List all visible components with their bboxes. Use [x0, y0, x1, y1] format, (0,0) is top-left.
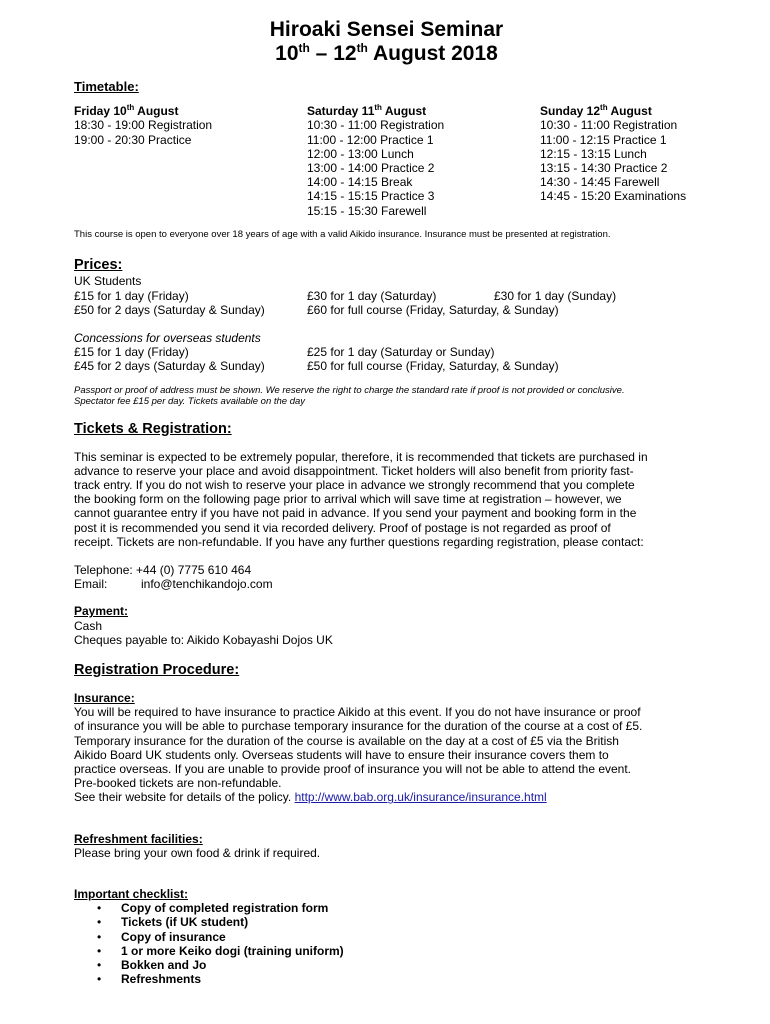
document-title — [74, 18, 699, 66]
paragraph-line: Pre-booked tickets are non-refundable. — [74, 776, 282, 791]
paragraph-line: Temporary insurance for the duration of the course is available on the day at a cost of £5 via the British — [74, 733, 619, 748]
price-cell: £50 for full course (Friday, Saturday, & Sunday) — [307, 359, 559, 374]
insurance-paragraph — [74, 705, 699, 804]
tickets-heading: Tickets & Registration: — [74, 420, 232, 437]
refreshment-text: Please bring your own food & drink if required. — [74, 845, 321, 860]
paragraph-line: Aikido Board UK students only. Overseas students will have to ensure their insurance covers them to — [74, 747, 609, 762]
checklist-item: • 1 or more Keiko dogi (training uniform) — [121, 944, 699, 958]
policy-line — [74, 790, 699, 804]
paragraph-line: receipt. Tickets are non-refundable. If you have any further questions regarding registration, please contact: — [74, 534, 644, 549]
schedule-item: 11:00 - 12:00 Practice 1 — [307, 132, 434, 147]
paragraph-line: the booking form on the following page prior to arrival which will save time at registration – however, we — [74, 492, 622, 507]
document-page — [74, 18, 699, 986]
friday-heading: Friday 10th August — [74, 103, 179, 119]
paragraph-line: post it is recommended you send it via recorded delivery. Proof of postage is not regarded as proof of — [74, 520, 611, 535]
schedule-item: 14:30 - 14:45 Farewell — [540, 175, 660, 190]
email-row — [74, 577, 699, 591]
checklist-heading: Important checklist: — [74, 887, 189, 902]
schedule-item: 11:00 - 12:15 Practice 1 — [540, 132, 667, 147]
title-line-2 — [74, 42, 699, 66]
checklist-item: • Bokken and Jo — [121, 958, 699, 972]
price-cell: £25 for 1 day (Saturday or Sunday) — [307, 345, 495, 360]
paragraph-line: You will be required to have insurance to practice Aikido at this event. If you do not have insurance or proof — [74, 705, 641, 720]
refreshment-heading: Refreshment facilities: — [74, 831, 203, 846]
price-cell: £30 for 1 day (Saturday) — [307, 288, 437, 303]
price-cell: £50 for 2 days (Saturday & Sunday) — [74, 302, 265, 317]
checklist-item: • Tickets (if UK student) — [121, 915, 699, 929]
sunday-heading: Sunday 12th August — [540, 103, 652, 119]
telephone: Telephone: +44 (0) 7775 610 464 — [74, 562, 252, 577]
schedule-item: 19:00 - 20:30 Practice — [74, 132, 192, 147]
title-line-1: Hiroaki Sensei Seminar — [269, 18, 504, 41]
schedule-item: 13:00 - 14:00 Practice 2 — [307, 161, 435, 176]
schedule-item: 14:45 - 15:20 Examinations — [540, 189, 687, 204]
schedule-item: 13:15 - 14:30 Practice 2 — [540, 161, 668, 176]
policy-text: See their website for details of the policy. — [74, 790, 295, 805]
paragraph-line: practice overseas. If you are unable to provide proof of insurance you will not be able to attend the event. — [74, 762, 632, 776]
price-cell: £60 for full course (Friday, Saturday, & Sunday) — [307, 302, 559, 317]
uk-students-label: UK Students — [74, 274, 142, 289]
checklist — [74, 901, 699, 986]
insurance-policy-link[interactable]: http://www.bab.org.uk/insurance/insurance.html — [294, 790, 547, 805]
price-cell: £15 for 1 day (Friday) — [74, 345, 189, 360]
payment-line: Cash — [74, 618, 103, 633]
schedule-item: 12:00 - 13:00 Lunch — [307, 146, 414, 161]
title-start-sup: th — [298, 41, 310, 55]
insurance-heading: Insurance: — [74, 690, 135, 705]
title-start-day: 10 — [275, 42, 299, 65]
overseas-label: Concessions for overseas students — [74, 330, 261, 345]
schedule-item: 10:30 - 11:00 Registration — [307, 118, 445, 133]
timetable-saturday — [307, 104, 540, 218]
price-cell: £15 for 1 day (Friday) — [74, 288, 189, 303]
eligibility-note: This course is open to everyone over 18 years of age with a valid Aikido insurance. Insurance must be presented at registration. — [74, 228, 611, 240]
title-end-sup: th — [356, 41, 368, 55]
schedule-item: 10:30 - 11:00 Registration — [540, 118, 678, 133]
schedule-item: 14:15 - 15:15 Practice 3 — [307, 189, 435, 204]
schedule-item: 15:15 - 15:30 Farewell — [307, 203, 427, 218]
saturday-heading: Saturday 11th August — [307, 103, 427, 119]
timetable-sunday — [540, 104, 710, 218]
tickets-paragraph — [74, 450, 699, 549]
checklist-item: • Copy of completed registration form — [121, 901, 699, 915]
registration-heading: Registration Procedure: — [74, 661, 240, 678]
timetable-friday — [74, 104, 307, 218]
title-end-day: 12 — [333, 42, 357, 65]
prices-heading: Prices: — [74, 257, 123, 274]
paragraph-line: This seminar is expected to be extremely popular, therefore, it is recommended that tickets are purchased in — [74, 449, 648, 464]
passport-note: Passport or proof of address must be shown. We reserve the right to charge the standard rate if proof is not provided or conclusive. — [74, 384, 625, 396]
spectator-note: Spectator fee £15 per day. Tickets available on the day — [74, 396, 306, 408]
payment-line: Cheques payable to: Aikido Kobayashi Dojos UK — [74, 632, 333, 647]
price-row — [74, 303, 699, 317]
schedule-item: 18:30 - 19:00 Registration — [74, 118, 213, 133]
price-row — [74, 289, 699, 303]
price-cell: £45 for 2 days (Saturday & Sunday) — [74, 359, 265, 374]
paragraph-line: track entry. If you do not wish to reserve your place in advance we strongly recommend that you complete — [74, 477, 635, 492]
email-label: Email: — [74, 577, 108, 592]
timetable-heading: Timetable: — [74, 79, 139, 94]
price-row — [74, 345, 699, 359]
checklist-item: • Copy of insurance — [121, 930, 699, 944]
schedule-item: 12:15 - 13:15 Lunch — [540, 146, 647, 161]
title-dash: – — [309, 42, 334, 65]
payment-heading: Payment: — [74, 604, 129, 619]
title-month-year: August 2018 — [367, 42, 498, 65]
price-cell: £30 for 1 day (Sunday) — [494, 288, 617, 303]
timetable — [74, 104, 699, 218]
paragraph-line: advance to reserve your place and avoid disappointment. Ticket holders will also benefit from priority fast- — [74, 463, 634, 478]
paragraph-line: cannot guarantee entry if you have not paid in advance. If you send your payment and booking form in the — [74, 506, 637, 521]
paragraph-line: of insurance you will be able to purchase temporary insurance for the duration of the course at a cost of £5. — [74, 719, 643, 734]
schedule-item: 14:00 - 14:15 Break — [307, 175, 413, 190]
price-row — [74, 359, 699, 373]
checklist-item: • Refreshments — [121, 972, 699, 986]
email-address[interactable]: info@tenchikandojo.com — [141, 577, 273, 592]
